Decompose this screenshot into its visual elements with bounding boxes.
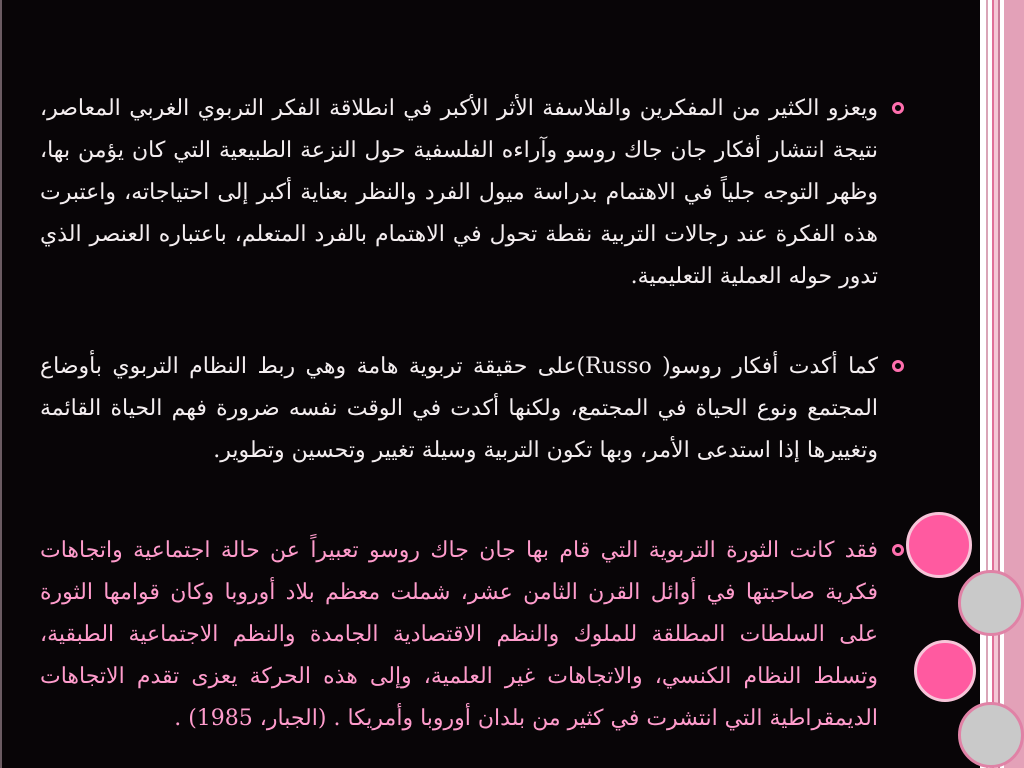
paragraph-3 xyxy=(40,530,878,768)
citation: (الجبار، 1985) . xyxy=(174,706,327,731)
bullet-icon xyxy=(892,544,904,556)
paragraph-2-text: كما أكدت أفكار روسو( Russo)على حقيقة تربوية هامة وهي ربط النظام التربوي بأوضاع المجتمع ونوع الحياة في المجتمع، ولكنها أكدت في الوقت نفسه ضرورة فهم الحياة القائمة وتغييرها إذا استدعى الأمر، وبها تكون التربية وسيلة تغيير وتحسين وتطوير. xyxy=(40,354,878,463)
decorative-circle-gray xyxy=(958,702,1024,768)
slide-text-body xyxy=(40,88,878,768)
bullet-icon xyxy=(892,360,904,372)
paragraph-1 xyxy=(40,88,878,292)
paragraph-3-text: فقد كانت الثورة التربوية التي قام بها جان جاك روسو تعبيراً عن حالة اجتماعية واتجاهات فكرية صاحبتها في أوائل القرن الثامن عشر، شملت معظم بلاد أوروبا وكان قوامها الثورة على السلطات المطلقة للملوك والنظم الاقتصادية الجامدة والنظم الاجتماعية الطبقية، وتسلط النظام الكنسي، والاتجاهات غير العلمية، وإلى هذه الحركة يعزى تقدم الاتجاهات الديمقراطية التي انتشرت في كثير من بلدان أوروبا وأمريكا . xyxy=(40,538,878,731)
decorative-stripes xyxy=(980,0,1024,768)
bullet-icon xyxy=(892,102,904,114)
decorative-circle-gray xyxy=(958,570,1024,636)
paragraph-2 xyxy=(40,346,878,472)
decorative-circle-pink xyxy=(914,640,976,702)
decorative-circle-pink xyxy=(906,512,972,578)
paragraph-1-text: ويعزو الكثير من المفكرين والفلاسفة الأثر الأكبر في انطلاقة الفكر التربوي الغربي المعاصر، نتيجة انتشار أفكار جان جاك روسو وآراءه الفلسفية حول النزعة الطبيعية التي كان يؤمن بها، وظهر التوجه جلياً في الاهتمام بدراسة ميول الفرد والنظر بعناية أكبر إلى احتياجاته، واعتبرت هذه الفكرة عند رجالات التربية نقطة تحول في الاهتمام بالفرد المتعلم، باعتباره العنصر الذي تدور حوله العملية التعليمية. xyxy=(40,96,878,289)
